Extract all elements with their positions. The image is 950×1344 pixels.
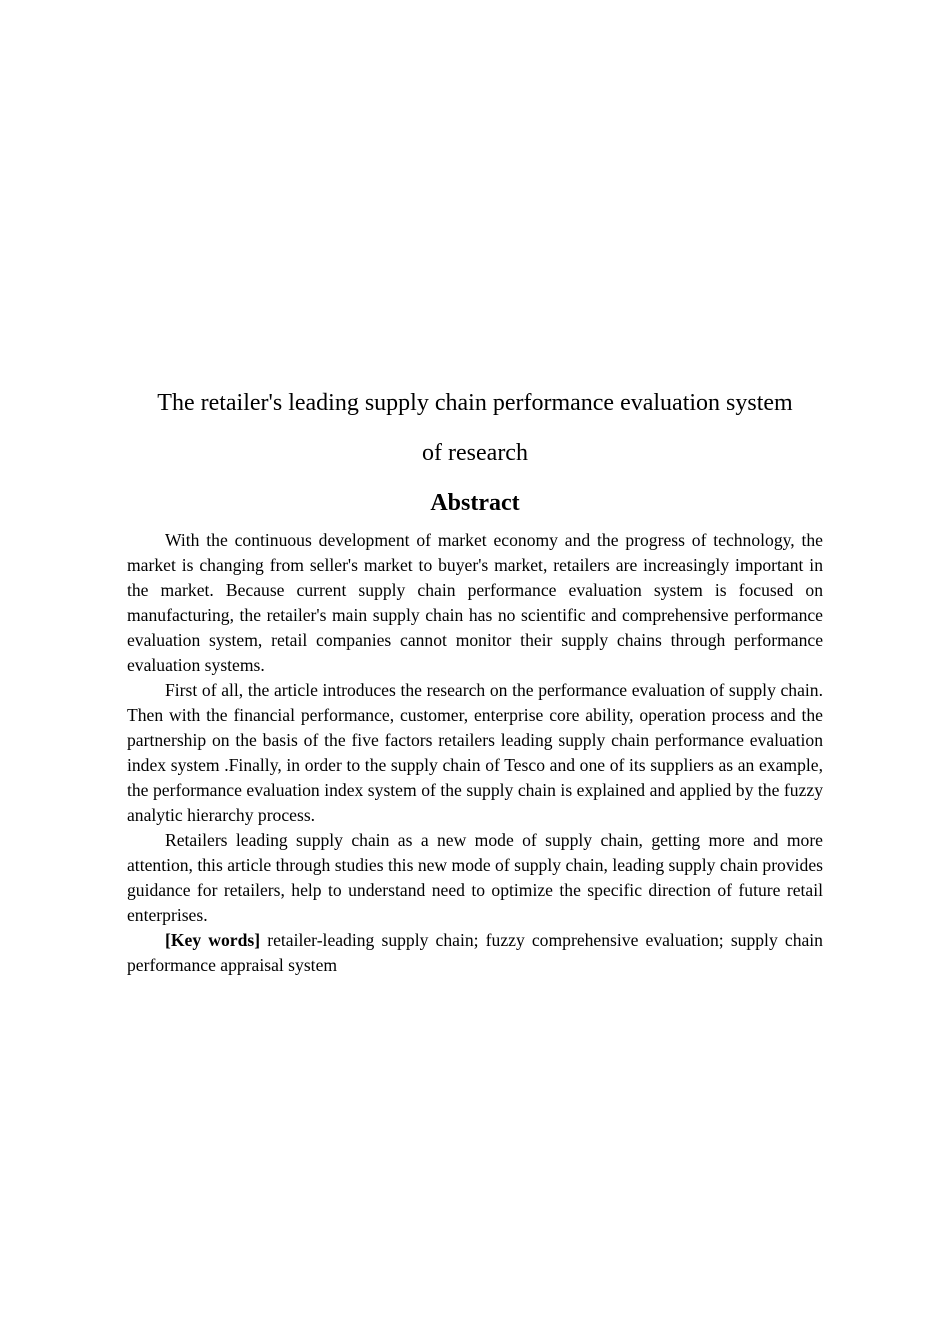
abstract-paragraph-2: First of all, the article introduces the research on the performance evaluation of supply chain. Then with the financial performance, customer, enterprise core ability, operation process and the partnership on the basis of the five factors retailers leading supply chain performance evaluation index system .Finally, in order to the supply chain of Tesco and one of its suppliers as an example, the performance evaluation index system of the supply chain is explained and applied by the fuzzy analytic hierarchy process. [127,680,823,825]
keywords-text: retailer-leading supply chain; fuzzy comprehensive evaluation; supply chain performance appraisal system [127,930,823,975]
abstract-heading: Abstract [430,490,520,516]
abstract-paragraph-3: Retailers leading supply chain as a new mode of supply chain, getting more and more attention, this article through studies this new mode of supply chain, leading supply chain provides guidance for retailers, help to understand need to optimize the specific direction of future retail enterprises. [127,830,823,925]
title-line-1: The retailer's leading supply chain performance evaluation system [157,390,793,416]
keywords-paragraph [127,928,823,978]
abstract-paragraph-1: With the continuous development of market economy and the progress of technology, the market is changing from seller's market to buyer's market, retailers are increasingly important in the market. Because current supply chain performance evaluation system is focused on manufacturing, the retailer's main supply chain has no scientific and comprehensive performance evaluation system, retail companies cannot monitor their supply chains through performance evaluation systems. [127,530,823,675]
keywords-label: [Key words] [165,930,261,950]
title-line-2: of research [422,440,528,466]
document-page [127,378,823,978]
